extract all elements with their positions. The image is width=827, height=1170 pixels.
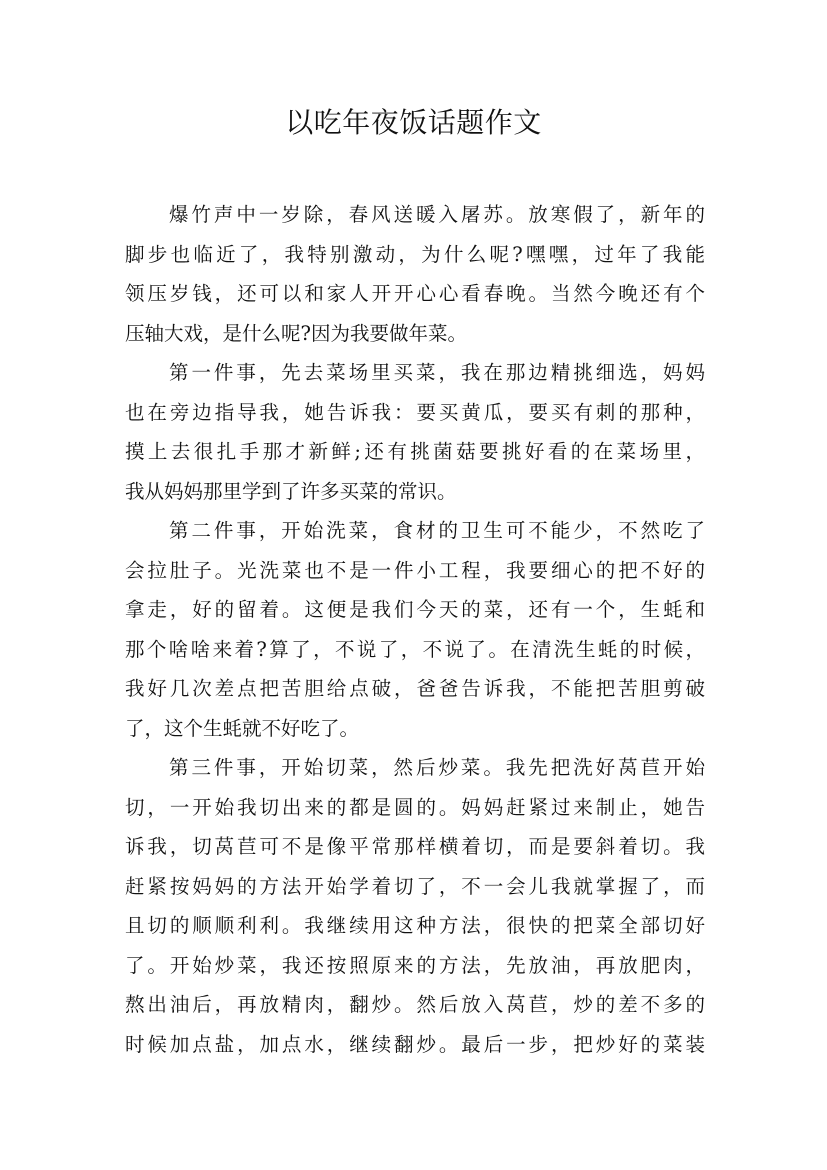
paragraph-line: 赶紧按妈妈的方法开始学着切了，不一会儿我就掌握了，而 bbox=[125, 874, 705, 898]
paragraph-line: 第一件事，先去菜场里买菜，我在那边精挑细选，妈妈 bbox=[169, 361, 705, 384]
document-title: 以吃年夜饭话题作文 bbox=[285, 106, 542, 139]
paragraph-line: 第二件事，开始洗菜，食材的卫生可不能少，不然吃了 bbox=[169, 519, 705, 542]
paragraph-line: 熬出油后，再放精肉，翻炒。然后放入莴苣，炒的差不多的 bbox=[125, 993, 705, 1016]
paragraph-line: 了，这个生蚝就不好吃了。 bbox=[125, 716, 360, 740]
paragraph-line: 爆竹声中一岁除，春风送暖入屠苏。放寒假了，新年的 bbox=[169, 203, 705, 226]
paragraph-line: 领压岁钱，还可以和家人开开心心看春晚。当然今晚还有个 bbox=[125, 282, 705, 305]
paragraph-line: 那个啥啥来着?算了，不说了，不说了。在清洗生蚝的时候， bbox=[125, 637, 705, 661]
paragraph-line: 拿走，好的留着。这便是我们今天的菜，还有一个，生蚝和 bbox=[125, 598, 705, 621]
paragraph-line: 且切的顺顺利利。我继续用这种方法，很快的把菜全部切好 bbox=[125, 914, 705, 937]
paragraph-line: 了。开始炒菜，我还按照原来的方法，先放油，再放肥肉， bbox=[125, 953, 705, 977]
paragraph-line: 会拉肚子。光洗菜也不是一件小工程，我要细心的把不好的 bbox=[125, 558, 705, 582]
paragraph-line: 诉我，切莴苣可不是像平常那样横着切，而是要斜着切。我 bbox=[125, 835, 705, 858]
paragraph-line: 压轴大戏，是什么呢?因为我要做年菜。 bbox=[125, 321, 467, 345]
paragraph-line: 我从妈妈那里学到了许多买菜的常识。 bbox=[125, 479, 457, 503]
paragraph-line: 摸上去很扎手那才新鲜;还有挑菌菇要挑好看的在菜场里， bbox=[125, 440, 705, 463]
document-body bbox=[125, 195, 705, 1064]
paragraph-line: 脚步也临近了，我特别激动，为什么呢?嘿嘿，过年了我能 bbox=[125, 242, 705, 266]
paragraph-line: 也在旁边指导我，她告诉我：要买黄瓜，要买有刺的那种， bbox=[125, 400, 705, 424]
paragraph-line: 切，一开始我切出来的都是圆的。妈妈赶紧过来制止，她告 bbox=[125, 795, 705, 819]
paragraph-line: 第三件事，开始切菜，然后炒菜。我先把洗好莴苣开始 bbox=[169, 756, 705, 779]
paragraph-line: 我好几次差点把苦胆给点破，爸爸告诉我，不能把苦胆剪破 bbox=[125, 677, 705, 700]
paragraph-line: 时候加点盐，加点水，继续翻炒。最后一步，把炒好的菜装 bbox=[125, 1032, 705, 1056]
